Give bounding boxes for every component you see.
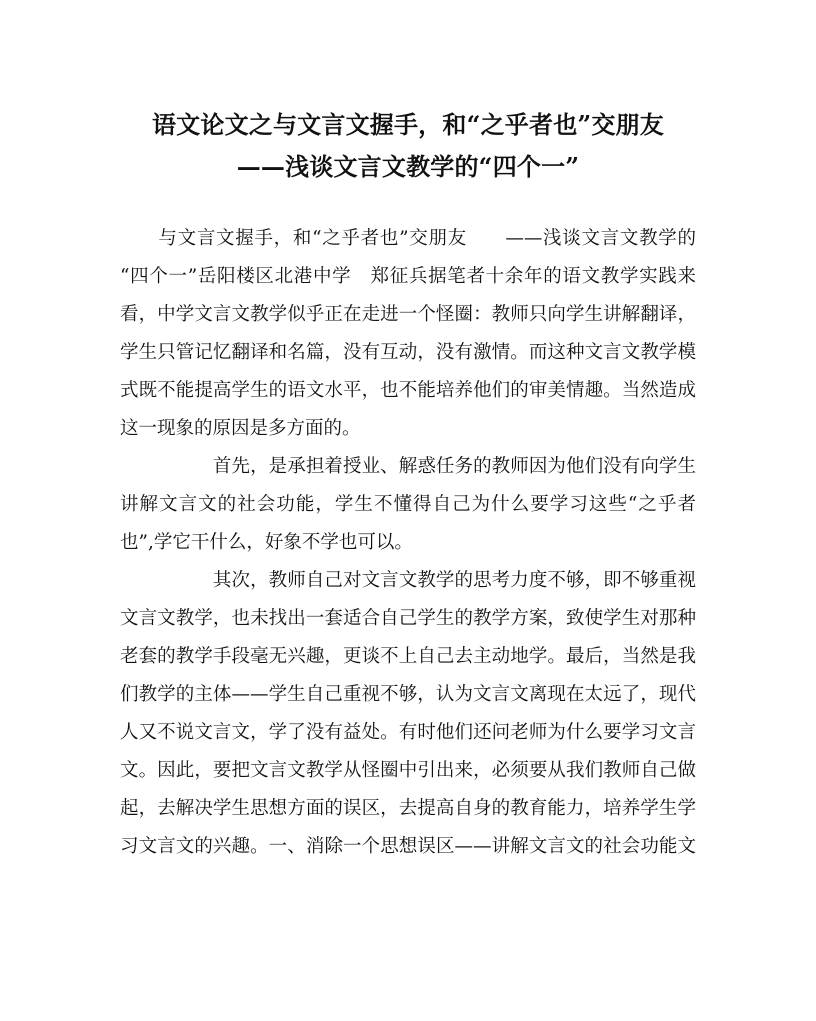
text-line: 文。因此，要把文言文教学从怪圈中引出来，必须要从我们教师自己做 — [120, 760, 696, 781]
text-line: 老套的教学手段毫无兴趣，更谈不上自己去主动地学。最后，当然是我 — [120, 646, 696, 667]
title-line-2: ——浅谈文言文教学的“四个一” — [236, 152, 580, 181]
text-line: “四个一”岳阳楼区北港中学 郑征兵据笔者十余年的语文教学实践来 — [120, 266, 696, 287]
text-line: 其次，教师自己对文言文教学的思考力度不够，即不够重视 — [120, 570, 696, 591]
text-line: 这一现象的原因是多方面的。 — [120, 418, 361, 439]
text-line: 与文言文握手，和“之乎者也”交朋友 ——浅谈文言文教学的 — [120, 228, 696, 249]
text-line: 文言文教学，也未找出一套适合自己学生的教学方案，致使学生对那种 — [120, 608, 696, 629]
text-line: 人又不说文言文，学了没有益处。有时他们还问老师为什么要学习文言 — [120, 722, 696, 743]
text-line: 看，中学文言文教学似乎正在走进一个怪圈：教师只向学生讲解翻译， — [120, 304, 696, 325]
paragraph-1 — [120, 220, 696, 448]
text-line: 也”,学它干什么，好象不学也可以。 — [120, 532, 413, 553]
text-line: 学生只管记忆翻译和名篇，没有互动，没有激情。而这种文言文教学模 — [120, 342, 696, 363]
document-title — [120, 104, 696, 188]
paragraph-2 — [120, 448, 696, 562]
text-line: 首先，是承担着授业、解惑任务的教师因为他们没有向学生 — [120, 456, 696, 477]
text-line: 起，去解决学生思想方面的误区，去提高自身的教育能力，培养学生学 — [120, 798, 696, 819]
paragraph-3 — [120, 562, 696, 866]
document-body — [120, 220, 696, 866]
text-line: 们教学的主体——学生自己重视不够，认为文言文离现在太远了，现代 — [120, 684, 696, 705]
text-line: 讲解文言文的社会功能，学生不懂得自己为什么要学习这些“之乎者 — [120, 494, 696, 515]
text-line: 式既不能提高学生的语文水平，也不能培养他们的审美情趣。当然造成 — [120, 380, 696, 401]
title-line-1: 语文论文之与文言文握手，和“之乎者也”交朋友 — [151, 110, 664, 139]
text-line: 习文言文的兴趣。一、消除一个思想误区——讲解文言文的社会功能文 — [120, 836, 696, 857]
